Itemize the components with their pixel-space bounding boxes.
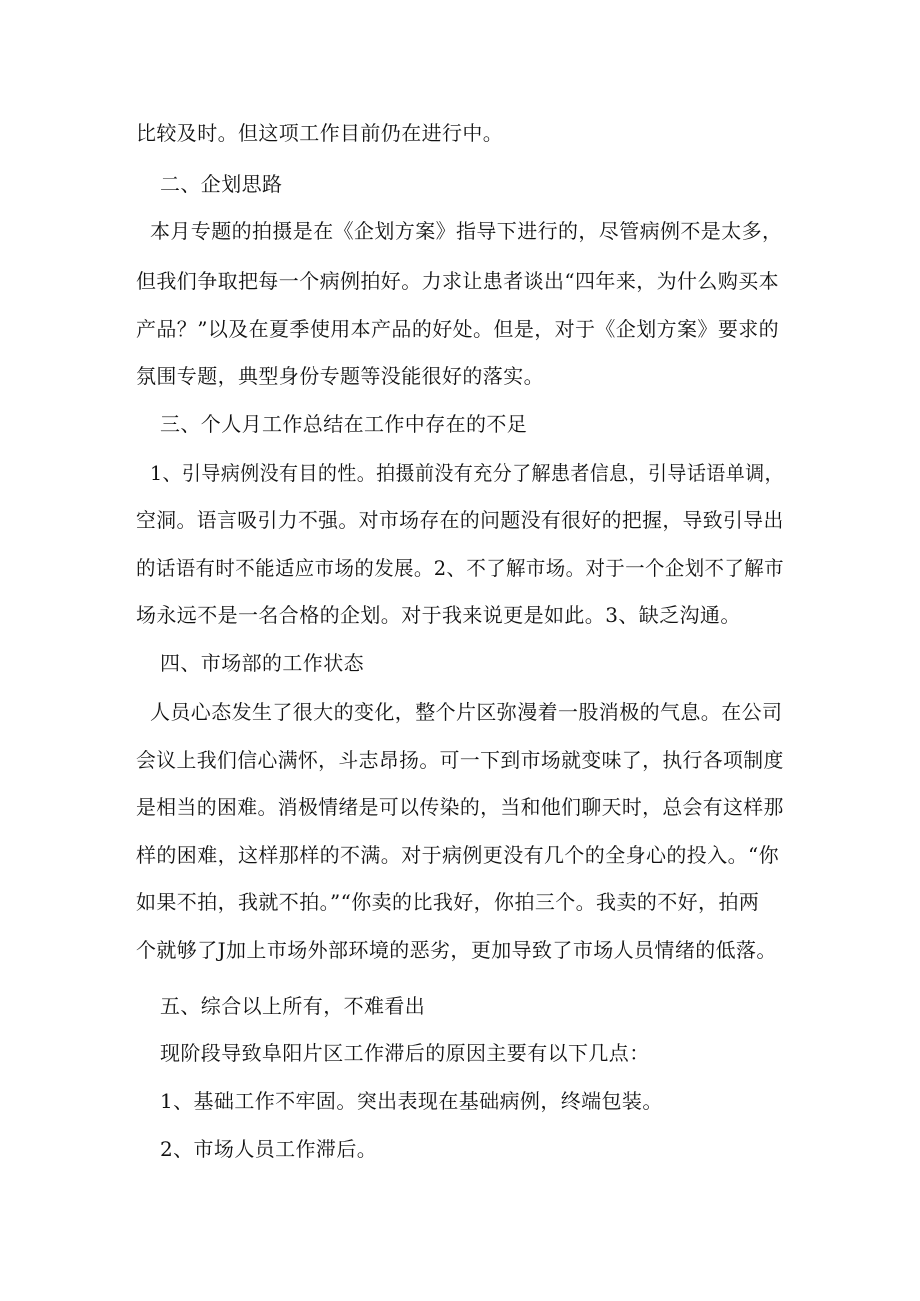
paragraph-line: 是相当的困难。消极情绪是可以传染的，当和他们聊天时，总会有这样那 <box>136 795 784 819</box>
paragraph-line: 空洞。语言吸引力不强。对市场存在的问题没有很好的把握，导致引导出 <box>136 508 784 532</box>
paragraph-line: 人员心态发生了很大的变化，整个片区弥漫着一股消极的气息。在公司 <box>150 700 783 724</box>
paragraph-line: 场永远不是一名合格的企划。对于我来说更是如此。3、缺乏沟通。 <box>136 603 741 627</box>
section-2-heading: 二、企划思路 <box>160 172 283 196</box>
section-4-heading: 四、市场部的工作状态 <box>160 651 364 675</box>
paragraph-line: 产品？”以及在夏季使用本产品的好处。但是，对于《企划方案》要求的 <box>136 317 780 341</box>
paragraph-line: 样的困难，这样那样的不满。对于病例更没有几个的全身心的投入。“你 <box>136 843 780 867</box>
list-item: 1、基础工作不牢固。突出表现在基础病例，终端包装。 <box>160 1089 663 1113</box>
paragraph-line: 但我们争取把每一个病例拍好。力求让患者谈出“四年来，为什么购买本 <box>136 269 780 293</box>
paragraph-line: 本月专题的拍摄是在《企划方案》指导下进行的，尽管病例不是太多， <box>150 219 783 243</box>
paragraph-line: 1、引导病例没有目的性。拍摄前没有充分了解患者信息，引导话语单调， <box>150 461 784 485</box>
paragraph-line: 氛围专题，典型身份专题等没能很好的落实。 <box>136 364 544 388</box>
paragraph-line: 如果不拍，我就不拍。”“你卖的比我好，你拍三个。我卖的不好，拍两 <box>136 890 760 914</box>
intro-line: 比较及时。但这项工作目前仍在进行中。 <box>136 121 504 145</box>
section-5-heading: 五、综合以上所有，不难看出 <box>160 994 426 1018</box>
section-3-heading: 三、个人月工作总结在工作中存在的不足 <box>160 412 528 436</box>
list-item: 2、市场人员工作滞后。 <box>160 1137 378 1161</box>
paragraph-line: 现阶段导致阜阳片区工作滞后的原因主要有以下几点： <box>160 1041 650 1065</box>
paragraph-line: 个就够了J加上市场外部环境的恶劣，更加导致了市场人员情绪的低落。 <box>136 938 777 962</box>
paragraph-line: 会议上我们信心满怀，斗志昂扬。可一下到市场就变味了，执行各项制度 <box>136 748 784 772</box>
paragraph-line: 的话语有时不能适应市场的发展。2、不了解市场。对于一个企划不了解市 <box>136 556 784 580</box>
